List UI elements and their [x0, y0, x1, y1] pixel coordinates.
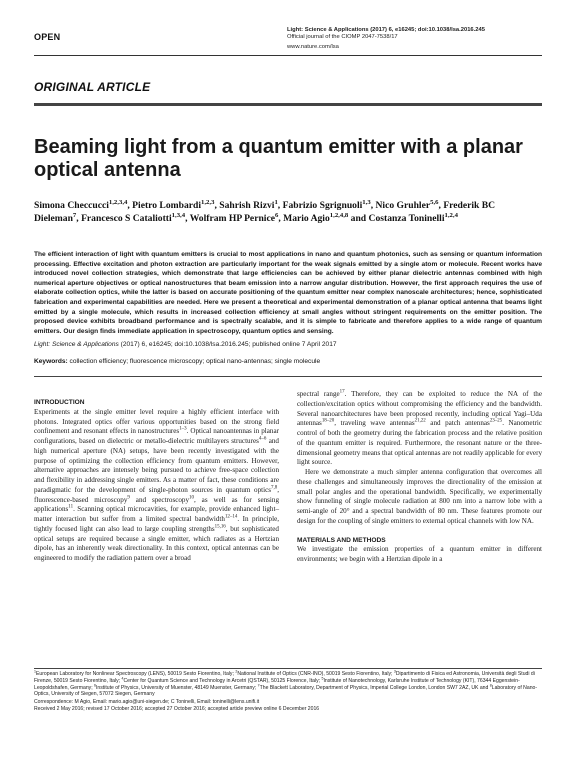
affiliation-number: 1: [34, 669, 36, 674]
article-title: Beaming light from a quantum emitter with a planar optical antenna: [34, 136, 523, 181]
keywords-text: collection efficiency; fluorescence microscopy; optical nano-antennas; single molecule: [67, 358, 321, 365]
reference-marker[interactable]: 10: [189, 495, 194, 501]
journal-url-link[interactable]: www.nature.com/lsa: [287, 44, 339, 51]
reference-marker[interactable]: 18–20: [321, 418, 335, 424]
author-name: and Costanza Toninelli: [350, 213, 445, 224]
author-affiliation-marker: 5,6: [430, 198, 439, 206]
author-affiliation-marker: 7: [72, 211, 77, 219]
affiliation-number: 7: [257, 682, 260, 687]
top-divider: [34, 55, 542, 56]
methods-heading: MATERIALS AND METHODS: [297, 536, 386, 544]
journal-citation-line: Light: Science & Applications (2017) 6, e16245; doi:10.1038/lsa.2016.245: [287, 27, 485, 33]
footnotes: [34, 671, 542, 713]
introduction-paragraph-2: Here we demonstrate a much simpler antenna configuration that overcomes all these challenges and simultaneously improves the directionality of the emission at small polar angles and the operational bandwidth. Specifically, we experimentally show funneling of single molecule radiation at 800 nm into a narrow lobe with a semi-angle of 20° and a spectral bandwidth of 80 nm. These features promote our design for the coupling of single emitters to external optical channels with low NA.: [297, 468, 542, 525]
citation-details: (2017) 6, e16245; doi:10.1038/lsa.2016.245; published online 7 April 2017: [118, 341, 337, 348]
title-divider: [34, 103, 542, 106]
citation-journal-name: Light: Science & Applications: [34, 341, 119, 348]
affiliation-number: 8: [489, 682, 492, 687]
reference-marker[interactable]: 9: [127, 495, 130, 501]
author-affiliation-marker: 1,3,4: [171, 211, 186, 219]
affiliation-number: 3: [393, 669, 396, 674]
author-name: Wolfram HP Pernice: [189, 213, 275, 224]
reference-marker[interactable]: 11: [68, 504, 74, 510]
keywords-label: Keywords:: [34, 358, 68, 365]
article-type-label: ORIGINAL ARTICLE: [34, 80, 151, 94]
author-affiliation-marker: 1,2,3,4: [108, 198, 128, 206]
introduction-heading: INTRODUCTION: [34, 399, 85, 406]
reference-marker[interactable]: 12–14: [224, 514, 238, 520]
reference-marker[interactable]: 4–6: [258, 436, 267, 442]
journal-info: [287, 27, 547, 52]
author-affiliation-marker: 1,2,4,8: [329, 211, 349, 219]
author-name: Mario Agio: [283, 213, 330, 224]
body-column-left: [34, 398, 279, 564]
abstract: The efficient interaction of light with quantum emitters is crucial to most applications in nano and quantum photonics, such as sensing or quantum information processing. Effective excitation and photon extraction are particularly important for the weak signals emitted by a single atom or molecule. Recent works have introduced novel collection strategies, which demonstrate that large efficiencies can be achieved by either planar dielectric antennas combined with high numerical aperture objectives or optical nanostructures that beam emission into a narrow angular distribution. However, the first approach requires the use of elaborate collection optics, while the latter is based on accurate positioning of the quantum emitter near complex nanoscale architectures; hence, sophisticated fabrication and experimental capabilities are needed. Here we present a theoretical and experimental demonstration of a planar optical antenna that beams light emitted by a single molecule, which results in increased collection efficiency at small angles without stringent requirements on the emitter position. The proposed device exhibits broadband performance and is spectrally scalable, and it is simple to fabricate and therefore applies to a wide range of quantum emitters. Our design finds immediate application in spectroscopy, quantum optics and sensing.: [34, 251, 542, 335]
author-name: Frederik BC Dieleman: [34, 200, 496, 224]
introduction-paragraph-1-continued: spectral range$^{17}$. Therefore, they can be exploited to reduce the NA of the collection/excitation optics without compromising the efficiency and the bandwidth. Several nanoarchitectures have been proposed recently, including optical Yagi–Uda antennas$^{18-20}$, traveling wave antennas$^{21,22}$ and patch antennas$^{23-25}$. Nanometric control of both the geometry during the fabrication process and the relative position of the quantum emitter is required. Furthermore, the resonant nature or the three-dimensional geometry means that optical antennas are not readily applicable for every light source.: [297, 389, 542, 467]
reference-marker[interactable]: 21,22: [414, 418, 426, 424]
received-dates: Received 2 May 2016; revised 17 October 2016; accepted 27 October 2016; accepted article preview online 6 December 2016: [34, 705, 320, 712]
footnote-divider: [34, 668, 542, 669]
affiliation-number: 6: [94, 682, 97, 687]
author-list: Simona Checcucci$^{1,2,3,4}$, Pietro Lombardi$^{1,2,3}$, Sahrish Rizvi$^1$, Fabrizio Sgrignuoli$^{1,3}$, Nico Gruhler$^{5,6}$, Frederik BC Dieleman$^7$, Francesco S Cataliotti$^{1,3,4}$, Wolfram HP Pernice$^6$, Mario Agio$^{1,2,4,8}$ and Costanza Toninelli$^{1,2,4}$: [34, 198, 496, 224]
affiliation-number: 2: [235, 669, 238, 674]
author-affiliation-marker: 1: [274, 198, 278, 206]
affiliations: $^1$European Laboratory for Nonlinear Spectroscopy (LENS), 50019 Sesto Fiorentino, Italy; $^2$National Institute of Optics (CNR-INO), 50019 Sesto Fiorentino, Italy; $^3$Dipartimento di Fisica ed Astronomia, Università degli Studi di Firenze, 50019 Sesto Fiorentino, Italy; $^4$Center for Quantum Science and Technology in Arcetri (QSTAR), 50125 Florence, Italy; $^5$Institute of Nanotechnology, Karlsruhe Institute of Technology (KIT), 76344 Eggenstein-Leopoldshafen, Germany; $^6$Institute of Physics, University of Muenster, 48149 Muenster, Germany; $^7$The Blackett Laboratory, Department of Physics, Imperial College London, London SW7 2AZ, UK and $^8$Laboratory of Nano-Optics, University of Siegen, 57072 Siegen, Germany: [34, 669, 538, 698]
correspondence: Correspondence: M Agio, Email: mario.agio@uni-siegen.de; C Toninelli, Email: toninelli@lens.unifi.it: [34, 699, 260, 706]
author-affiliation-marker: 1,3: [362, 198, 371, 206]
author-name: Pietro Lombardi: [132, 200, 202, 211]
author-affiliation-marker: 6: [274, 211, 279, 219]
reference-marker[interactable]: 23–25: [489, 418, 503, 424]
methods-paragraph: We investigate the emission properties of a quantum emitter in different environments; we begin with a Hertzian dipole in a: [297, 545, 542, 563]
author-name: Fabrizio Sgrignuoli: [282, 200, 363, 211]
reference-marker[interactable]: 15,16: [214, 524, 226, 530]
author-name: Sahrish Rizvi: [219, 200, 275, 211]
body-column-right: [297, 390, 542, 565]
introduction-paragraph-1: Experiments at the single emitter level require a highly efficient interface with photons. Integrated optics offer various opportunities based on the strong field confinement and resonant effects in nanostructures$^{1-3}$. Optical nanoantennas in planar configurations, based on dielectric or metallo-dielectric multilayers structures$^{4-6}$ and high numerical aperture (NA) setups, have been recently investigated with the purpose of optimizing the collection efficiency from quantum emitters. However, alternative approaches are intensely being pursued to achieve free-space collection and flexibility in addressing single emitters. As a matter of fact, these conditions are paradigmatic for the development of single-photon sources in quantum optics$^{7,8}$, fluorescence-based microscopy$^9$ and spectroscopy$^{10}$, as well as for sensing applications$^{11}$. Scanning optical microcavities, for example, provide enhanced light–matter interaction but suffer from a limited spectral bandwidth$^{12-14}$. In principle, tightly focused light can also lead to large coupling strengths$^{15,16}$, but sophisticated optical setups are required because a single emitter, which radiates as a Hertzian dipole, has an inherently weak directionality. In this context, optical antennas can be engineered to modify the radiation pattern over a broad: [34, 407, 279, 562]
keywords: [34, 357, 542, 366]
reference-marker[interactable]: 17: [339, 389, 345, 395]
author-affiliation-marker: 1,2,4: [444, 211, 458, 219]
affiliation-number: 4: [121, 676, 124, 681]
author-name: Simona Checcucci: [34, 200, 109, 211]
article-citation: [34, 340, 542, 349]
author-affiliation-marker: 1,2,3: [201, 198, 215, 206]
body-divider: [34, 376, 542, 377]
open-access-label: OPEN: [34, 32, 61, 42]
journal-official-line: Official journal of the CIOMP 2047-7538/17: [287, 34, 398, 41]
author-name: Francesco S Cataliotti: [81, 213, 172, 224]
author-name: Nico Gruhler: [375, 200, 431, 211]
reference-marker[interactable]: 7,8: [271, 485, 278, 491]
affiliation-number: 5: [321, 676, 324, 681]
reference-marker[interactable]: 1–3: [179, 426, 187, 432]
